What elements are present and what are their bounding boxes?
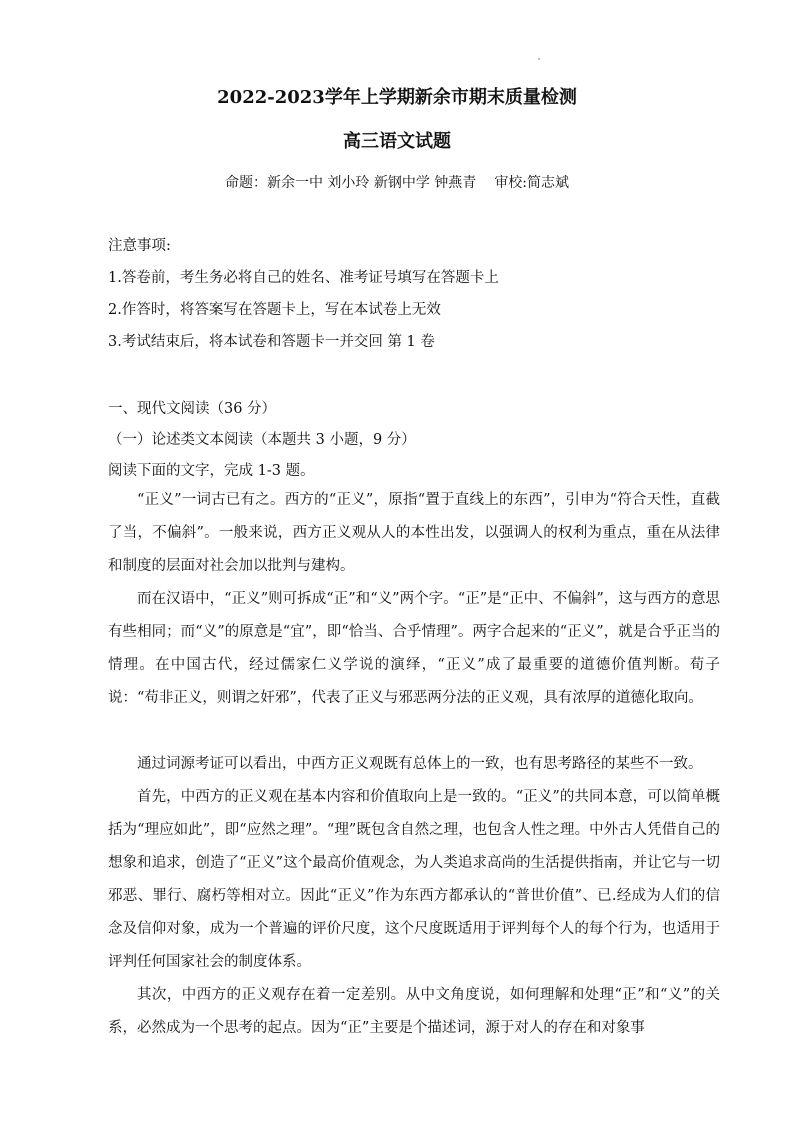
reviewer: 审校:简志斌 bbox=[494, 175, 570, 191]
exam-subtitle: 高三语文试题 bbox=[343, 131, 451, 152]
notice-item-1: 1.答卷前，考生务必将自己的姓名、准考证号填写在答题卡上 bbox=[108, 270, 499, 286]
passage-paragraph-4: 首先，中西方的正义观在基本内容和价值取向上是一致的。“正义”的共同本意，可以简单概括为“理应如此”，即“应然之理”。“理”既包含自然之理，也包含人性之理。中外古人凭借自己的想象和追求，创造了“正义”这个最高价值观念，为人类追求高尚的生活提供指南，并让它与一切邪恶、罪行、腐朽等相对立。因此“正义”作为东西方都承认的“普世价值”、已.经成为人们的信念及信仰对象，成为一个普遍的评价尺度，这个尺度既适用于评判每个人的每个行为，也适用于评判任何国家社会的制度体系。 bbox=[108, 789, 720, 970]
passage-paragraph-3: 通过词源考证可以看出，中西方正义观既有总体上的一致，也有思考路径的某些不一致。 bbox=[137, 756, 703, 772]
section-subheading: （一）论述类文本阅读（本题共 3 小题，9 分） bbox=[108, 432, 416, 448]
passage-paragraph-5: 其次，中西方的正义观存在着一定差别。从中文角度说，如何理解和处理“正”和“义”的关系，必然成为一个思考的起点。因为“正”主要是个描述词，源于对人的存在和对象事 bbox=[108, 987, 720, 1036]
authors: 命题：新余一中 刘小玲 新钢中学 钟燕青 bbox=[224, 175, 477, 191]
notice-item-3: 3.考试结束后，将本试卷和答题卡一并交回 第 1 卷 bbox=[108, 334, 435, 350]
section-instruction: 阅读下面的文字，完成 1-3 题。 bbox=[108, 463, 315, 479]
notice-item-2: 2.作答时，将答案写在答题卡上，写在本试卷上无效 bbox=[108, 302, 441, 318]
byline bbox=[0, 172, 794, 194]
notice-heading: 注意事项: bbox=[108, 238, 171, 254]
exam-title: 2022-2023学年上学期新余市期末质量检测 bbox=[217, 87, 577, 108]
passage-paragraph-2: 而在汉语中，“正义”则可拆成“正”和“义”两个字。“正”是“正中、不偏斜”，这与西方的意思有些相同；而“义”的原意是“宜”，即“恰当、合乎情理”。两字合起来的“正义”，就是合乎正当的情理。在中国古代，经过儒家仁义学说的演绎，“正义”成了最重要的道德价值判断。荀子说：“苟非正义，则谓之奸邪”，代表了正义与邪恶两分法的正义观，具有浓厚的道德化取向。 bbox=[108, 591, 720, 706]
section-heading: 一、现代文阅读（36 分） bbox=[108, 401, 277, 417]
passage-paragraph-1: “正义”一词古已有之。西方的“正义”，原指“置于直线上的东西”，引申为“符合天性，直截了当，不偏斜”。一般来说，西方正义观从人的本性出发，以强调人的权利为重点，重在从法律和制度的层面对社会加以批判与建构。 bbox=[108, 492, 720, 574]
scan-dot bbox=[538, 58, 540, 60]
